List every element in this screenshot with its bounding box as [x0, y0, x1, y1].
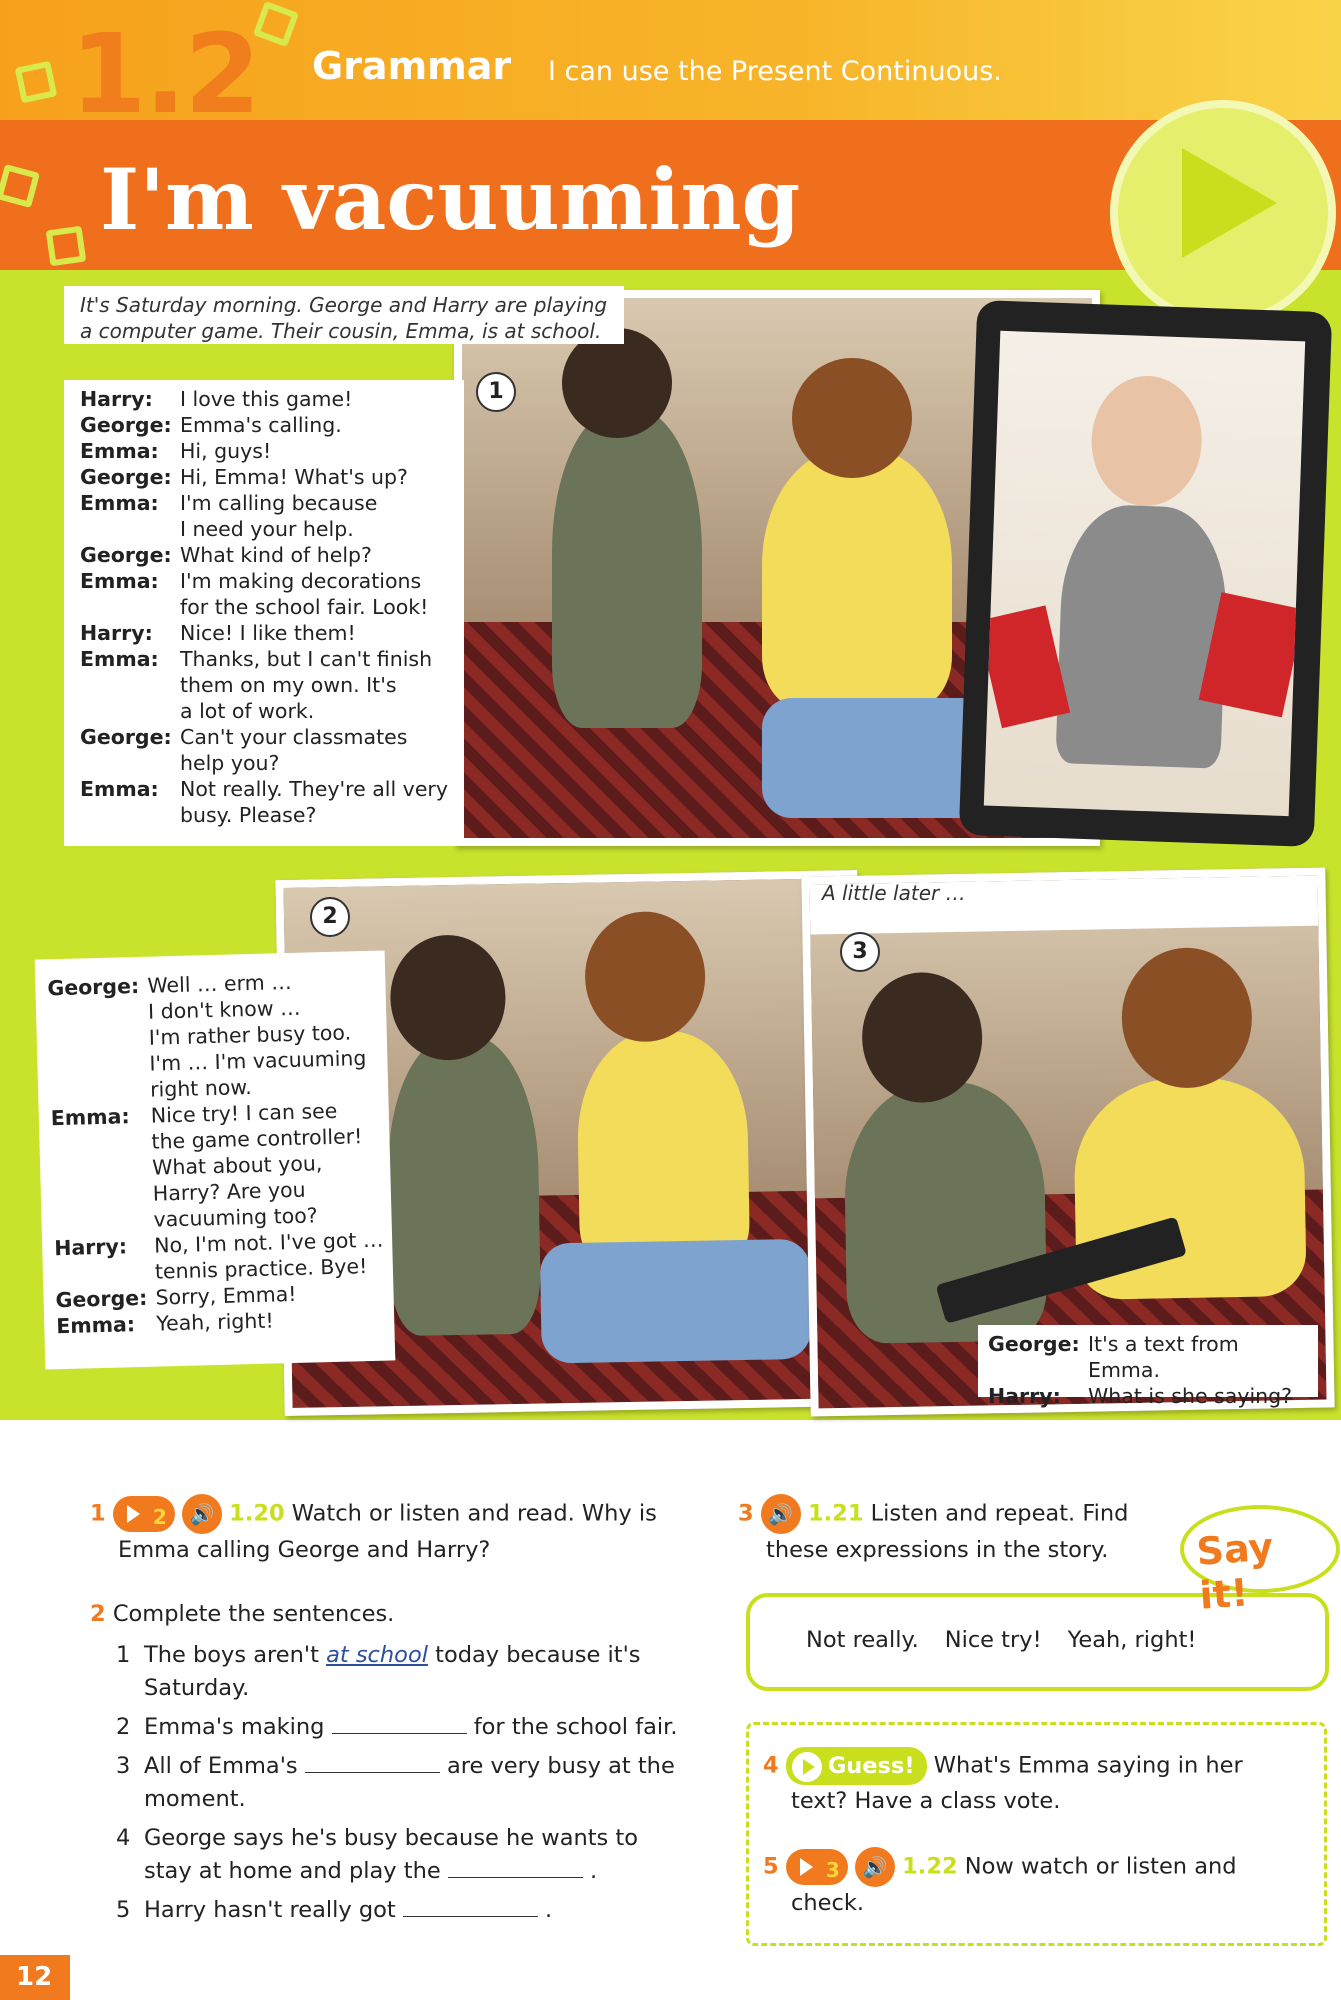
- story-intro-line: a computer game. Their cousin, Emma, is at school.: [80, 319, 602, 343]
- expression: Nice try!: [944, 1627, 1042, 1653]
- audio-icon[interactable]: 🔊: [761, 1494, 801, 1534]
- exercise-instruction: text? Have a class vote.: [791, 1788, 1061, 1814]
- story-intro-box: [64, 286, 624, 344]
- lesson-title: I'm vacuuming: [100, 150, 801, 249]
- exercise-number: 1: [90, 1500, 106, 1527]
- dialogue-text: I'm calling because: [180, 491, 378, 515]
- speaker-name: Emma:: [55, 1312, 136, 1339]
- dialogue-text: Nice try! I can see: [150, 1098, 338, 1128]
- dialogue-text: I'm making decorations: [180, 569, 422, 593]
- speaker-name: Emma:: [80, 491, 159, 515]
- can-do-statement: I can use the Present Continuous.: [548, 56, 1002, 87]
- dialogue-panel-3: [978, 1325, 1318, 1408]
- dialogue-text: Well … erm …: [147, 969, 292, 998]
- say-it-bubble: [1180, 1505, 1340, 1618]
- dialogue-line: [80, 568, 456, 620]
- play-icon: [792, 1752, 822, 1782]
- dialogue-text: No, I'm not. I've got …: [153, 1227, 384, 1258]
- speaker-name: George:: [988, 1332, 1080, 1356]
- dialogue-text: I'm … I'm vacuuming: [149, 1046, 367, 1076]
- exercise-item: 4 George says he's busy because he wants to stay at home and play the .: [116, 1825, 639, 1884]
- video-number: 3: [825, 1858, 840, 1882]
- dialogue-text: a lot of work.: [180, 699, 315, 723]
- story-intro-line: It's Saturday morning. George and Harry are playing: [80, 293, 608, 317]
- exercise-instruction: Watch or listen and read. Why is: [291, 1500, 657, 1527]
- dialogue-line: [54, 1227, 387, 1288]
- dialogue-text: What is she saying?: [1088, 1384, 1293, 1408]
- track-number: 1.20: [229, 1500, 285, 1527]
- exercise-5: [763, 1847, 1313, 1920]
- page-number: 12: [0, 1955, 70, 2000]
- speaker-name: Harry:: [988, 1384, 1061, 1408]
- video-icon[interactable]: [786, 1849, 848, 1885]
- exercise-instruction: Complete the sentences.: [112, 1601, 395, 1627]
- exercise-instruction: check.: [791, 1890, 865, 1916]
- dialogue-text: for the school fair. Look!: [180, 595, 429, 619]
- speaker-name: George:: [47, 973, 140, 1001]
- exercise-number: 3: [738, 1500, 754, 1527]
- tablet-device: [959, 300, 1332, 847]
- answer-blank[interactable]: [448, 1855, 583, 1878]
- section-label: Grammar: [312, 44, 512, 88]
- panel-number-3: 3: [840, 932, 880, 972]
- exercise-2: [90, 1598, 710, 1927]
- dialogue-text: Nice! I like them!: [180, 621, 356, 645]
- decoration-square-icon: [46, 226, 87, 267]
- guess-box: [746, 1722, 1327, 1946]
- video-icon[interactable]: [113, 1496, 175, 1532]
- boy-george-head: [792, 358, 912, 478]
- expression: Yeah, right!: [1067, 1627, 1197, 1653]
- dialogue-text: Hi, Emma! What's up?: [180, 465, 408, 489]
- dialogue-line: [80, 464, 456, 490]
- exercise-item: 3 All of Emma's are very busy at the moment.: [116, 1750, 710, 1816]
- exercise-instruction: Listen and repeat. Find: [870, 1500, 1129, 1527]
- boy-harry-figure: [386, 1034, 541, 1337]
- tablet-screen: [984, 331, 1305, 816]
- jeans: [540, 1239, 812, 1364]
- dialogue-text: help you?: [180, 751, 280, 775]
- exercise-number: 4: [763, 1752, 779, 1779]
- dialogue-text: Sorry, Emma!: [155, 1281, 297, 1310]
- dialogue-line: [80, 412, 456, 438]
- dialogue-line: [80, 646, 456, 724]
- panel-number-2: 2: [310, 897, 350, 937]
- speaker-name: George:: [80, 725, 172, 749]
- dialogue-panel-2: [35, 950, 396, 1369]
- speaker-name: George:: [80, 543, 172, 567]
- exercise-number: 5: [763, 1853, 779, 1880]
- example-answer: at school: [326, 1642, 428, 1668]
- dialogue-line: [80, 490, 456, 542]
- dialogue-text: Thanks, but I can't finish: [180, 647, 433, 671]
- speaker-name: George:: [80, 465, 172, 489]
- speaker-name: Emma:: [80, 647, 159, 671]
- dialogue-line: [47, 967, 382, 1106]
- dialogue-line: [988, 1383, 1314, 1409]
- unit-number: 1.2: [70, 10, 259, 138]
- dialogue-line: [80, 542, 456, 568]
- dialogue-text: What about you,: [151, 1151, 323, 1180]
- answer-blank[interactable]: [403, 1894, 538, 1917]
- emma-figure: [1055, 503, 1229, 769]
- panel-number-1: 1: [476, 372, 516, 412]
- dialogue-line: [80, 776, 456, 828]
- dialogue-panel-1: [64, 380, 464, 846]
- speaker-name: Emma:: [50, 1104, 130, 1131]
- emma-face: [1089, 374, 1203, 508]
- exercise-1: [90, 1494, 710, 1567]
- dialogue-line: [80, 438, 456, 464]
- speaker-name: Emma:: [80, 569, 159, 593]
- dialogue-text: Yeah, right!: [155, 1308, 274, 1336]
- dialogue-text: It's a text from Emma.: [1088, 1332, 1239, 1382]
- panel-3-caption: A little later …: [822, 881, 966, 905]
- dialogue-text: What kind of help?: [180, 543, 372, 567]
- dialogue-line: [80, 724, 456, 776]
- dialogue-text: tennis practice. Bye!: [154, 1254, 368, 1284]
- answer-blank[interactable]: [305, 1750, 440, 1773]
- exercise-instruction: Now watch or listen and: [964, 1853, 1237, 1880]
- exercise-4: [763, 1747, 1313, 1818]
- dialogue-line: [80, 620, 456, 646]
- exercise-item: 1 The boys aren't at school today because it's Saturday.: [116, 1642, 641, 1701]
- guess-button[interactable]: Guess!: [786, 1747, 927, 1785]
- dialogue-text: them on my own. It's: [180, 673, 397, 697]
- dialogue-text: I need your help.: [180, 517, 354, 541]
- dialogue-text: Emma's calling.: [180, 413, 342, 437]
- expression: Not really.: [806, 1627, 919, 1653]
- dialogue-text: I love this game!: [180, 387, 353, 411]
- dialogue-line: [988, 1331, 1314, 1383]
- decoration-square-icon: [15, 61, 58, 104]
- dialogue-line: [80, 386, 456, 412]
- dialogue-text: Can't your classmates: [180, 725, 408, 749]
- exercise-item: 2 Emma's making for the school fair.: [116, 1711, 710, 1744]
- exercise-number: 2: [90, 1601, 106, 1627]
- boy-harry-figure: [552, 408, 702, 728]
- dialogue-text: Harry? Are you: [152, 1177, 306, 1206]
- speaker-name: Emma:: [80, 777, 159, 801]
- bunting-decoration: [984, 605, 1070, 728]
- exercise-3: [738, 1494, 1208, 1567]
- exercise-item: 5 Harry hasn't really got .: [116, 1894, 710, 1927]
- dialogue-text: busy. Please?: [180, 803, 317, 827]
- dialogue-line: [51, 1097, 386, 1236]
- say-it-label: Say it!: [1195, 1524, 1275, 1618]
- dialogue-text: I don't know …: [147, 995, 301, 1024]
- dialogue-text: Not really. They're all very: [180, 777, 448, 801]
- dialogue-text: the game controller!: [151, 1124, 363, 1154]
- speaker-name: Emma:: [80, 439, 159, 463]
- exercise-instruction: Emma calling George and Harry?: [118, 1537, 491, 1563]
- exercise-instruction: What's Emma saying in her: [933, 1752, 1243, 1779]
- dialogue-text: vacuuming too?: [153, 1203, 318, 1232]
- track-number: 1.22: [902, 1853, 958, 1880]
- boy-harry-head: [562, 328, 672, 438]
- boy-george-figure: [762, 448, 952, 708]
- speaker-name: George:: [80, 413, 172, 437]
- speaker-name: Harry:: [80, 387, 153, 411]
- exercise-instruction: these expressions in the story.: [766, 1537, 1109, 1563]
- speaker-name: Harry:: [53, 1234, 128, 1261]
- dialogue-text: right now.: [149, 1075, 253, 1102]
- dialogue-text: I'm rather busy too.: [148, 1020, 352, 1050]
- dialogue-text: Hi, guys!: [180, 439, 272, 463]
- audio-icon[interactable]: 🔊: [182, 1494, 222, 1534]
- video-number: 2: [152, 1505, 167, 1529]
- play-icon[interactable]: [1182, 148, 1277, 258]
- audio-icon[interactable]: 🔊: [855, 1847, 895, 1887]
- answer-blank[interactable]: [332, 1711, 467, 1734]
- boy-george-figure: [576, 1030, 750, 1273]
- track-number: 1.21: [807, 1500, 864, 1527]
- speaker-name: Harry:: [80, 621, 153, 645]
- speaker-name: George:: [55, 1285, 148, 1313]
